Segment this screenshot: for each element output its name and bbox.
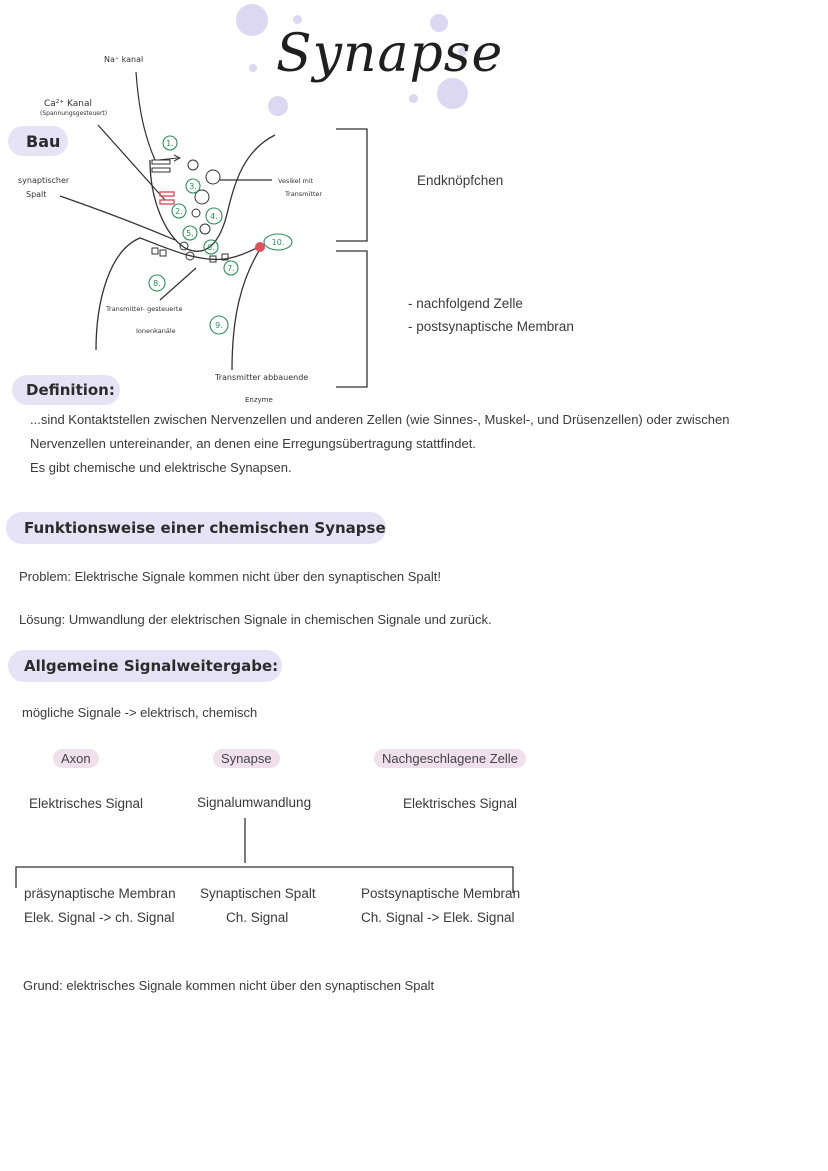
branch-3-line-2: Ch. Signal -> Elek. Signal xyxy=(361,910,515,925)
post-label-1: - nachfolgend Zelle xyxy=(408,296,523,311)
num-6: 6. xyxy=(207,243,215,252)
decor-bubble xyxy=(409,94,418,103)
num-1: 1. xyxy=(166,139,174,148)
endknopf-label: Endknöpfchen xyxy=(417,173,504,188)
definition-line-3: Es gibt chemische und elektrische Synapsen. xyxy=(30,460,292,475)
label-na-kanal: Na⁺ kanal xyxy=(104,55,144,64)
label-ca-kanal-sub: (Spannungsgesteuert) xyxy=(40,110,108,117)
branch-1-line-1: präsynaptische Membran xyxy=(24,886,176,901)
num-4: 4. xyxy=(210,212,218,221)
branch-2-line-1: Synaptischen Spalt xyxy=(200,886,316,901)
synapse-diagram xyxy=(0,40,380,410)
num-7: 7. xyxy=(227,264,235,273)
grund-text: Grund: elektrisches Signale kommen nicht über den synaptischen Spalt xyxy=(23,978,435,993)
definition-line-2: Nervenzellen untereinander, an denen eine Erregungsübertragung stattfindet. xyxy=(30,436,476,451)
num-8: 8. xyxy=(153,279,161,288)
branch-3-line-1: Postsynaptische Membran xyxy=(361,886,521,901)
num-9: 9. xyxy=(215,321,223,330)
label-ca-kanal: Ca²⁺ Kanal xyxy=(44,99,92,109)
row-zelle: Elektrisches Signal xyxy=(403,796,518,811)
decor-bubble xyxy=(236,4,268,36)
diagram-brackets xyxy=(330,125,380,395)
section-signal: Allgemeine Signalweitergabe: xyxy=(8,650,282,682)
label-vesikel-1: Vesikel mit xyxy=(278,177,314,185)
page-title: Synapse xyxy=(276,24,504,84)
tag-synapse: Synapse xyxy=(213,749,280,768)
label-ionen-1: Transmitter- gesteuerte xyxy=(106,305,183,313)
moegliche-signale: mögliche Signale -> elektrisch, chemisch xyxy=(22,705,258,720)
label-enzyme-1: Transmitter abbauende xyxy=(215,373,309,382)
post-label-2: - postsynaptische Membran xyxy=(408,319,574,334)
label-spalt-1: synaptischer xyxy=(18,176,70,185)
num-10: 10. xyxy=(271,238,285,247)
label-ionen-2: Ionenkanäle xyxy=(136,327,176,335)
tag-nachgeschlagene-zelle: Nachgeschlagene Zelle xyxy=(374,749,526,768)
tag-axon: Axon xyxy=(53,749,99,768)
num-2: 2. xyxy=(175,207,183,216)
label-enzyme-2: Enzyme xyxy=(245,396,273,404)
row-synapse: Signalumwandlung xyxy=(197,795,312,810)
problem-text: Problem: Elektrische Signale kommen nicht über den synaptischen Spalt! xyxy=(19,569,441,584)
branch-2-line-2: Ch. Signal xyxy=(226,910,289,925)
section-bau: Bau xyxy=(8,126,68,156)
section-definition: Definition: xyxy=(12,375,120,405)
num-5: 5. xyxy=(186,229,194,238)
label-spalt-2: Spalt xyxy=(26,190,47,199)
loesung-text: Lösung: Umwandlung der elektrischen Signale in chemischen Signale und zurück. xyxy=(19,612,492,627)
label-vesikel-2: Transmitter xyxy=(285,190,323,198)
branch-1-line-2: Elek. Signal -> ch. Signal xyxy=(24,910,175,925)
row-axon: Elektrisches Signal xyxy=(29,796,144,811)
definition-line-1: ...sind Kontaktstellen zwischen Nervenzellen und anderen Zellen (wie Sinnes-, Muskel-, und Drüsenzellen) oder zwischen xyxy=(30,412,730,427)
section-funktion: Funktionsweise einer chemischen Synapse xyxy=(6,512,386,544)
num-3: 3. xyxy=(189,182,197,191)
decor-bubble xyxy=(293,15,302,24)
